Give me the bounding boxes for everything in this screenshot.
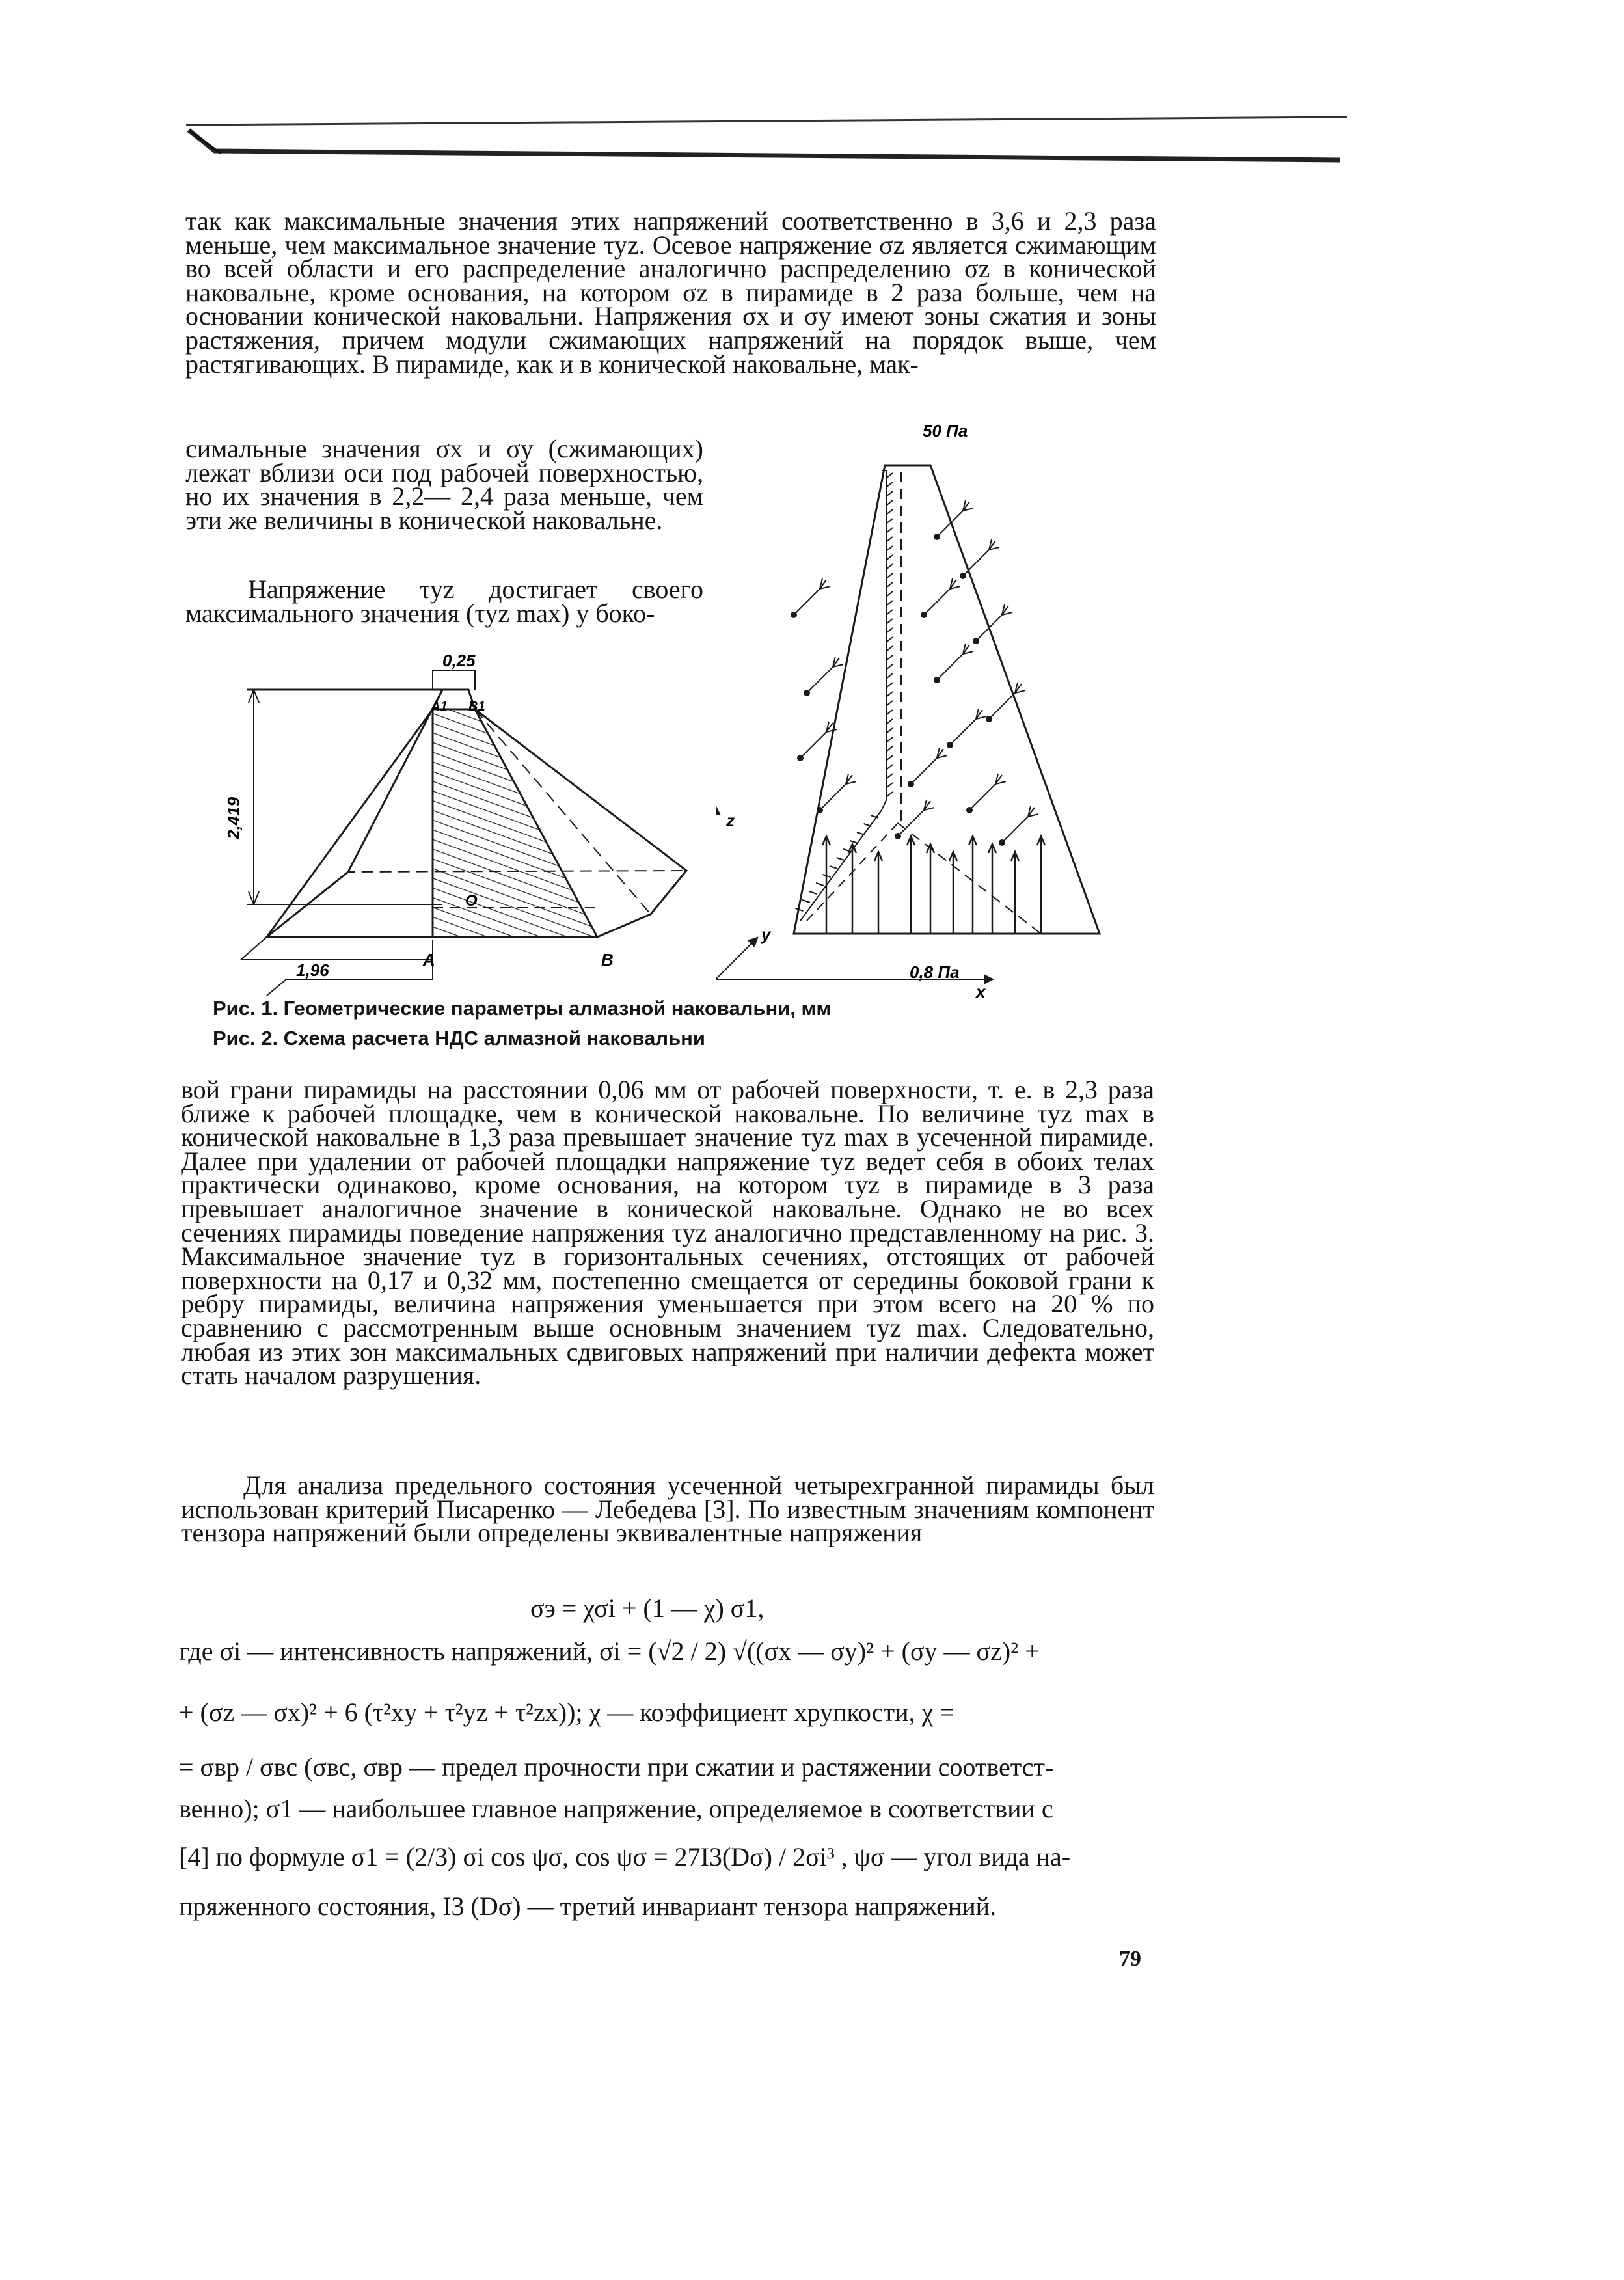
formula-line-strength: = σвр / σвс (σвс, σвр — предел прочности при сжатии и растяжении соответст- (179, 1752, 1054, 1782)
fig1-label-a1: A1 (431, 699, 448, 714)
fig2-label-top-load: 50 Па (923, 421, 968, 441)
fig1-label-b: B (601, 950, 614, 970)
fig1-label-base: 1,96 (296, 960, 329, 980)
figure-1-anvil-geometry (208, 651, 729, 996)
formula-line-principal: венно); σ1 — наибольшее главное напряжение, определяемое в соответствии с (179, 1794, 1053, 1823)
fig1-label-top: 0,25 (442, 651, 476, 670)
fig2-label-y: y (761, 925, 771, 944)
formula-equivalent-stress: σэ = χσi + (1 — χ) σ1, (530, 1594, 765, 1623)
paragraph-tau-max: Напряжение τyz достигает своего максимального значения (τyz max) у боко- (185, 575, 703, 628)
header-rule (0, 0, 1624, 169)
paragraph-side-face: вой грани пирамиды на расстоянии 0,06 мм от рабочей поверхности, т. е. в 2,3 раза ближе к рабочей площадке, чем в конической наковальне. По величине τyz max в конической наковальне в 1,3 раза превышает значение τyz max в усеченной пирамиде. Далее при удалении от рабочей площадки напряжение τyz ведет себя в обоих телах практически одинаково, кроме основания, на котором τyz в пирамиде в 3 раза превышает аналогичное значение в конической наковальне. Однако не во всех сечениях пирамиды поведение напряжения τyz аналогично представленному на рис. 3. Максимальное значение τyz в горизонтальных сечениях, отстоящих от рабочей поверхности на 0,17 и 0,32 мм, постепенно смещается от середины боковой грани к ребру пирамиды, величина напряжения уменьшается при этом всего на 20 % по сравнению с рассмотренным выше основным значением τyz max. Следовательно, любая из этих зон максимальных сдвиговых напряжений при наличии дефекта может стать началом разрушения. (181, 1075, 1154, 1391)
paragraph-limit-state: Для анализа предельного состояния усеченной четырехгранной пирамиды был использован критерий Писаренко — Лебедева [3]. По известным значениям компонент тензора напряжений были определены эквивалентные напряжения (181, 1471, 1154, 1548)
formula-line-brittleness: + (σz — σx)² + 6 (τ²xy + τ²yz + τ²zx)); χ — коэффициент хрупкости, χ = (179, 1698, 954, 1727)
fig1-label-o: O (465, 892, 478, 910)
paragraph-max-values: симальные значения σx и σy (сжимающих) лежат вблизи оси под рабочей поверхностью, но их значения в 2,2— 2,4 раза меньше, чем эти же величины в конической наковальне. (185, 434, 703, 535)
formula-line-sigma1: [4] по формуле σ1 = (2/3) σi cos ψσ, cos ψσ = 27I3(Dσ) / 2σi³ , ψσ — угол вида на- (179, 1842, 1071, 1871)
paragraph-intro: так как максимальные значения этих напряжений соответственно в 3,6 и 2,3 раза меньше, чем максимальное значение τyz. Осевое напряжение σz является сжимающим во всей области и его распределение аналогично распределению σz в конической наковальне, кроме основания, на котором σz в пирамиде в 2 раза больше, чем на основании конической наковальни. Напряжения σx и σy имеют зоны сжатия и зоны растяжения, причем модули сжимающих напряжений на порядок выше, чем растягивающих. В пирамиде, как и в конической наковальне, мак- (185, 206, 1156, 379)
page-number: 79 (1119, 1947, 1141, 1971)
fig2-label-bottom-load: 0,8 Па (910, 962, 960, 982)
fig2-label-x: x (976, 982, 986, 999)
fig1-label-b1: B1 (468, 699, 485, 714)
formula-line-invariant: пряженного состояния, I3 (Dσ) — третий инвариант тензора напряжений. (179, 1892, 997, 1921)
fig2-label-z: z (726, 811, 735, 830)
fig1-label-a: A (423, 950, 435, 970)
caption-figure-2: Рис. 2. Схема расчета НДС алмазной наковальни (213, 1027, 705, 1050)
caption-figure-1: Рис. 1. Геометрические параметры алмазной наковальни, мм (213, 997, 832, 1020)
figure-2-calculation-scheme (716, 420, 1132, 999)
formula-line-intensity: где σi — интенсивность напряжений, σi = (√2 / 2) √((σx — σy)² + (σy — σz)² + (179, 1636, 1040, 1666)
fig1-label-height: 2,419 (224, 796, 243, 839)
